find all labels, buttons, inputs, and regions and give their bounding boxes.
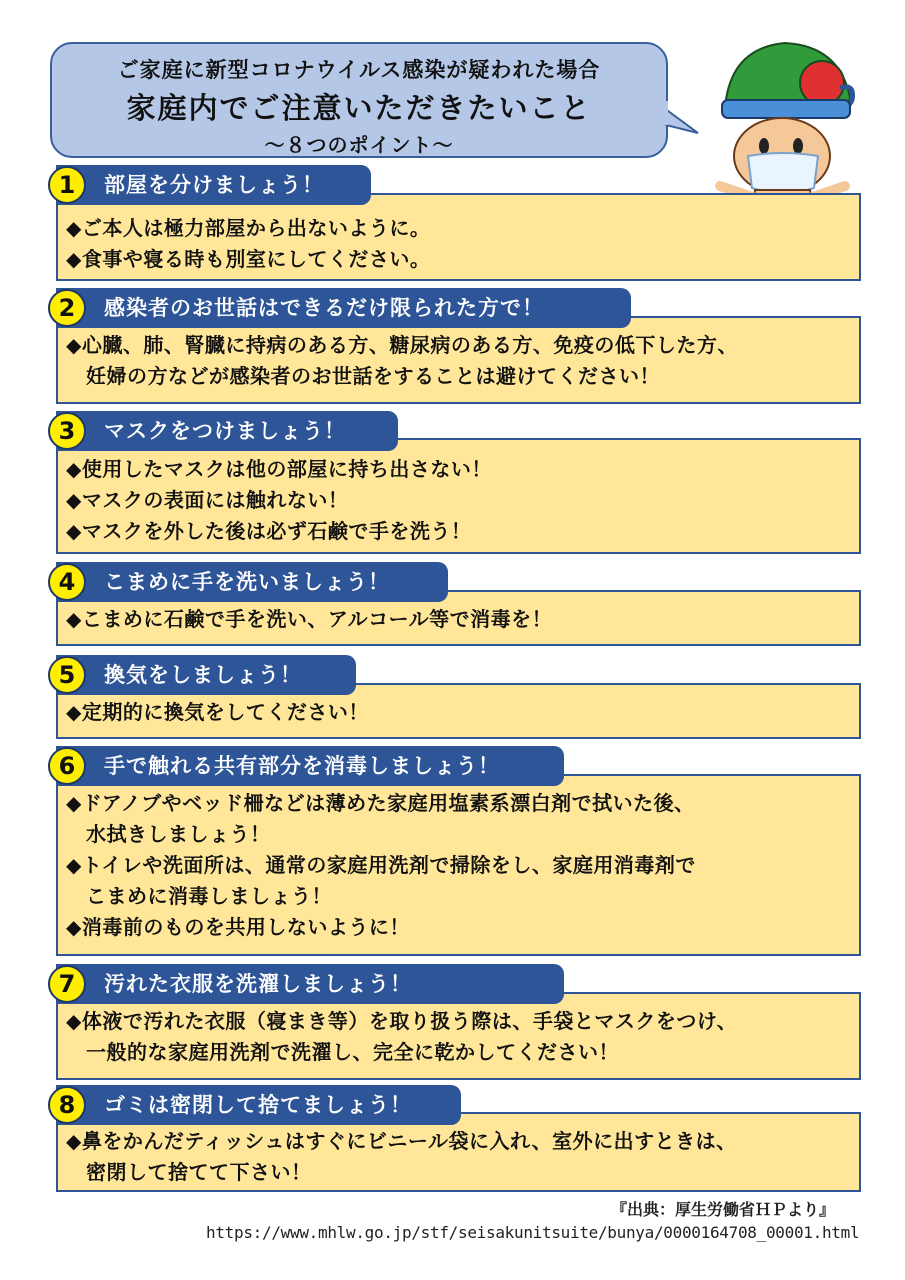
- point-3-title: マスクをつけましょう！: [56, 411, 398, 451]
- point-4-title: こまめに手を洗いましょう！: [56, 562, 448, 602]
- point-2-title: 感染者のお世話はできるだけ限られた方で！: [56, 288, 631, 328]
- point-3-number-badge: 3: [48, 412, 86, 450]
- point-8-title: ゴミは密閉して捨てましょう！: [56, 1085, 461, 1125]
- point-item: ◆マスクの表面には触れない！: [66, 488, 349, 512]
- header-subtitle: ご家庭に新型コロナウイルス感染が疑われた場合: [117, 58, 601, 82]
- point-item: ◆こまめに石鹸で手を洗い、アルコール等で消毒を！: [66, 607, 553, 631]
- point-3-content: [56, 438, 861, 554]
- point-6-number-badge: 6: [48, 747, 86, 785]
- point-item: ◆トイレや洗面所は、通常の家庭用洗剤で掃除をし、家庭用消毒剤で: [66, 853, 696, 877]
- point-item: 一般的な家庭用洗剤で洗濯し、完全に乾かしてください！: [86, 1040, 619, 1064]
- point-5-number-badge: 5: [48, 656, 86, 694]
- point-1-content: [56, 193, 861, 281]
- point-2-number-badge: 2: [48, 289, 86, 327]
- point-2-content: [56, 316, 861, 404]
- point-item: ◆心臓、肺、腎臓に持病のある方、糖尿病のある方、免疫の低下した方、: [66, 333, 738, 357]
- point-item: ◆マスクを外した後は必ず石鹸で手を洗う！: [66, 519, 472, 543]
- point-1-number-badge: 1: [48, 166, 86, 204]
- point-7-number-badge: 7: [48, 965, 86, 1003]
- point-item: ◆定期的に換気をしてください！: [66, 700, 369, 724]
- point-item: ◆ご本人は極力部屋から出ないように。: [66, 216, 431, 240]
- point-item: こまめに消毒しましょう！: [86, 884, 332, 908]
- bubble-tail: [660, 95, 700, 135]
- point-7-content: [56, 992, 861, 1080]
- point-item: 妊婦の方などが感染者のお世話をすることは避けてください！: [86, 364, 660, 388]
- source-credit: 『出典：厚生労働省ＨＰより』: [610, 1200, 835, 1219]
- point-item: ◆ドアノブやベッド柵などは薄めた家庭用塩素系漂白剤で拭いた後、: [66, 791, 695, 815]
- point-item: 水拭きしましょう！: [86, 822, 271, 846]
- source-url: https://www.mhlw.go.jp/stf/seisakunitsuite/bunya/0000164708_00001.html: [206, 1223, 860, 1242]
- point-item: ◆使用したマスクは他の部屋に持ち出さない！: [66, 457, 492, 481]
- point-item: ◆体液で汚れた衣服（寝まき等）を取り扱う際は、手袋とマスクをつけ、: [66, 1009, 738, 1033]
- point-1-title: 部屋を分けましょう！: [56, 165, 371, 205]
- point-6-content: [56, 774, 861, 956]
- point-4-number-badge: 4: [48, 563, 86, 601]
- point-5-title: 換気をしましょう！: [56, 655, 356, 695]
- point-item: 密閉して捨てて下さい！: [86, 1160, 312, 1184]
- point-6-title: 手で触れる共有部分を消毒しましょう！: [56, 746, 564, 786]
- point-item: ◆消毒前のものを共用しないように！: [66, 915, 410, 939]
- header-title: 家庭内でご注意いただきたいこと: [126, 91, 592, 125]
- point-item: ◆食事や寝る時も別室にしてください。: [66, 247, 431, 271]
- point-8-number-badge: 8: [48, 1086, 86, 1124]
- header-points-label: ～８つのポイント～: [264, 133, 454, 157]
- header-bubble: [50, 42, 668, 158]
- point-item: ◆鼻をかんだティッシュはすぐにビニール袋に入れ、室外に出すときは、: [66, 1129, 737, 1153]
- point-7-title: 汚れた衣服を洗濯しましょう！: [56, 964, 564, 1004]
